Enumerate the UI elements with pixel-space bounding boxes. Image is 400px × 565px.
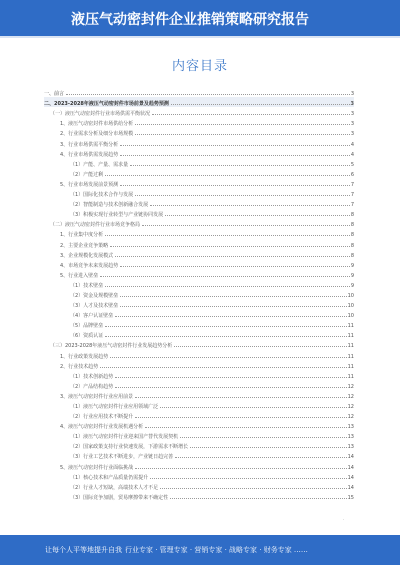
toc-entry[interactable] [44, 440, 354, 450]
toc-entry-title: 3、企业规模化发展模式 [60, 252, 114, 259]
toc-entry-title: （2）智能制造与技术创新融合发展 [70, 202, 149, 209]
toc-entry[interactable] [44, 430, 354, 440]
toc-leader-dots [66, 94, 350, 95]
toc-entry[interactable] [44, 178, 354, 188]
toc-leader-dots [150, 478, 346, 479]
toc-page-number: 3 [350, 91, 354, 98]
toc-entry[interactable] [44, 218, 354, 228]
toc-entry[interactable] [44, 188, 354, 198]
toc-leader-dots [160, 488, 346, 489]
toc-entry[interactable] [44, 380, 354, 390]
toc-leader-dots [190, 447, 346, 448]
toc-leader-dots [135, 468, 346, 469]
toc-leader-dots [100, 276, 350, 277]
toc-page-number: 13 [347, 444, 354, 451]
toc-page-number: 12 [347, 404, 354, 410]
toc-entry[interactable] [44, 238, 354, 248]
toc-entry[interactable] [44, 339, 354, 349]
toc-entry-title: （4）客户认证壁垒 [70, 313, 114, 320]
toc-page-number: 13 [347, 434, 354, 441]
toc-entry[interactable] [44, 87, 354, 97]
toc-page-number: 15 [347, 494, 354, 501]
toc-entry-title: 2、主要企业竞争策略 [60, 242, 109, 249]
toc-leader-dots [120, 185, 350, 186]
toc-leader-dots [152, 114, 350, 115]
toc-entry-title: 1、行业政策发展趋势 [60, 353, 109, 360]
toc-page-number: 6 [350, 171, 354, 178]
toc-entry-title: 1、液压气动密封件市场供给分析 [60, 121, 134, 128]
toc-page-number: 9 [350, 282, 354, 289]
toc-page-number: 4 [350, 151, 354, 158]
toc-entry[interactable] [44, 309, 354, 319]
toc-page-number: 14 [347, 454, 354, 461]
toc-entry-title: 4、市场竞争未来发展趋势 [60, 262, 119, 269]
toc-entry-title: （1）技术壁垒 [70, 282, 104, 289]
toc-entry-title: （1）液压气动密封件行业迎来国产替代发展契机 [70, 434, 179, 441]
toc-entry-title: （1）技术创新趋势 [70, 373, 114, 380]
toc-entry-title: 2、行业技术趋势 [60, 363, 99, 370]
toc-entry[interactable] [44, 491, 354, 501]
toc-page-number: 14 [347, 484, 354, 491]
toc-entry[interactable] [44, 127, 354, 137]
toc-page-number: 11 [347, 363, 354, 370]
toc-entry-title: 3、液压气动密封件行业应用前景 [60, 393, 134, 400]
toc-leader-dots [110, 357, 346, 358]
toc-entry[interactable] [44, 107, 354, 117]
toc-entry-title: （2）国家政策支持行业快速发展，下游需求不断增长 [70, 444, 189, 451]
toc-entry-title: 1、行业集中度分析 [60, 232, 104, 239]
toc-page-number: 7 [350, 192, 354, 199]
toc-entry-title: （三）2023-2028年液压气动密封件行业发展趋势分析 [50, 343, 173, 350]
toc-entry-title: 5、行业进入壁垒 [60, 272, 99, 279]
toc-leader-dots [120, 296, 346, 297]
toc-page-number: 8 [350, 212, 354, 219]
toc-entry-title: 5、行业市场发展前景预测 [60, 181, 119, 188]
toc-leader-dots [142, 225, 350, 226]
toc-entry[interactable] [44, 97, 354, 107]
toc-entry-title: （2）产能过剩 [70, 171, 104, 178]
toc-entry-title: （3）国际竞争加剧，贸易摩擦带来不确定性 [70, 494, 169, 501]
toc-entry-title: （2）资金及规模壁垒 [70, 292, 119, 299]
toc-entry[interactable] [44, 481, 354, 491]
footer-slogan: 让每个人平等地提升自我 [45, 546, 122, 554]
toc-page-number: 10 [347, 303, 354, 310]
toc-page-number: 4 [350, 141, 354, 148]
toc-leader-dots [175, 457, 346, 458]
toc-leader-dots [100, 367, 346, 368]
toc-entry[interactable] [44, 450, 354, 460]
toc-page-number: 8 [350, 252, 354, 259]
toc-page-number: 11 [347, 323, 354, 330]
toc-page-number: 3 [350, 101, 354, 108]
toc-entry-title: 一、前言 [44, 91, 65, 98]
toc-entry[interactable] [44, 198, 354, 208]
toc-entry[interactable] [44, 400, 354, 410]
toc-page-number: 3 [350, 131, 354, 138]
toc-page-number: 11 [347, 343, 354, 350]
toc-entry[interactable] [44, 158, 354, 168]
footer-bar [0, 535, 400, 565]
toc-page-number: 12 [347, 393, 354, 400]
document-title-bar [0, 0, 400, 36]
toc-entry[interactable] [44, 117, 354, 127]
toc-leader-dots [120, 155, 350, 156]
table-of-contents [44, 87, 354, 501]
toc-entry[interactable] [44, 168, 354, 178]
toc-entry[interactable] [44, 259, 354, 269]
toc-entry-title: （一）液压气动密封件行业市场供需平衡状况 [50, 111, 151, 118]
toc-leader-dots [120, 306, 346, 307]
toc-leader-dots [170, 498, 346, 499]
toc-entry-title: （6）资质认证 [70, 333, 104, 340]
toc-entry-title: 5、液压气动密封件行业面临挑战 [60, 464, 134, 471]
toc-entry-title: （2）行业应用技术不断提升 [70, 414, 134, 421]
toc-entry-title: 二、2023-2028年液压气动密封件市场前景及趋势预测 [44, 101, 169, 108]
toc-entry[interactable] [44, 319, 354, 329]
toc-leader-dots [115, 316, 346, 317]
toc-entry-title: 4、液压气动密封件行业发展机遇分析 [60, 424, 144, 431]
toc-leader-dots [150, 205, 350, 206]
toc-page-number: 10 [347, 313, 354, 320]
toc-leader-dots [115, 387, 346, 388]
toc-entry[interactable] [44, 269, 354, 279]
toc-entry[interactable] [44, 420, 354, 430]
toc-page-number: 8 [350, 232, 354, 239]
toc-leader-dots [135, 134, 350, 135]
toc-entry[interactable] [44, 289, 354, 299]
toc-leader-dots [180, 437, 346, 438]
toc-entry-title: （3）行业工艺技术不断进步，产业链日趋完善 [70, 454, 174, 461]
toc-page-number: 8 [350, 222, 354, 229]
toc-entry[interactable] [44, 137, 354, 147]
toc-entry[interactable] [44, 329, 354, 339]
toc-entry-title: （3）人才及技术壁垒 [70, 303, 119, 310]
toc-entry[interactable] [44, 208, 354, 218]
toc-entry[interactable] [44, 349, 354, 359]
toc-page-number: 3 [350, 121, 354, 128]
toc-heading: 内容目录 [171, 59, 228, 74]
toc-page-number: 9 [350, 262, 354, 269]
toc-leader-dots [105, 175, 350, 176]
toc-page-number: 7 [350, 181, 354, 188]
toc-page-number: 10 [347, 292, 354, 299]
toc-entry[interactable] [44, 460, 354, 470]
toc-page-number: 12 [347, 383, 354, 390]
toc-entry-title: （二）液压气动密封件行业市场竞争格局 [50, 222, 141, 229]
toc-leader-dots [115, 377, 346, 378]
toc-leader-dots [145, 427, 346, 428]
toc-page-number: 5 [350, 161, 354, 168]
toc-leader-dots [135, 397, 346, 398]
toc-entry-title: （1）国际化技术合作与发展 [70, 192, 134, 199]
toc-entry-title: （1）核心技术和产品质量仍需提升 [70, 474, 149, 481]
footer-expert-list: 行业专家 · 管理专家 · 营销专家 · 战略专家 · 财务专家 …… [125, 546, 308, 554]
toc-leader-dots [105, 326, 346, 327]
title-divider [0, 36, 400, 38]
toc-entry-title: 2、行业需求分析及细分市场规模 [60, 131, 134, 138]
toc-page-number: 8 [350, 242, 354, 249]
toc-entry-title: （1）产能、产量、需求量 [70, 161, 129, 168]
toc-page-number: 11 [347, 353, 354, 360]
toc-page-number: 3 [350, 111, 354, 118]
toc-entry[interactable] [44, 279, 354, 289]
toc-entry-title: （5）品牌壁垒 [70, 323, 104, 330]
toc-entry-title: （2）产品结构趋势 [70, 383, 114, 390]
toc-entry-title: （3）积极实现行业转型与产业链协同发展 [70, 212, 164, 219]
toc-leader-dots [160, 407, 346, 408]
toc-page-number: 12 [347, 414, 354, 421]
document-title: 液压气动密封件企业推销策略研究报告 [71, 12, 309, 28]
toc-leader-dots [105, 336, 346, 337]
toc-leader-dots [135, 124, 350, 125]
toc-entry-title: 4、行业市场供需发展趋势 [60, 151, 119, 158]
toc-leader-dots [135, 195, 350, 196]
toc-entry[interactable] [44, 471, 354, 481]
toc-leader-dots [105, 286, 350, 287]
toc-leader-dots [165, 215, 350, 216]
toc-entry[interactable] [44, 299, 354, 309]
toc-entry[interactable] [44, 360, 354, 370]
toc-entry-title: （2）行业人才短缺，高端技术人才不足 [70, 484, 159, 491]
toc-page-number: 7 [350, 202, 354, 209]
toc-leader-dots [130, 165, 350, 166]
toc-entry-title: 3、行业市场供需平衡分析 [60, 141, 119, 148]
toc-entry[interactable] [44, 228, 354, 238]
toc-entry[interactable] [44, 370, 354, 380]
toc-page-number: 14 [347, 474, 354, 481]
page-marker: · [343, 517, 345, 522]
toc-leader-dots [120, 266, 350, 267]
toc-entry[interactable] [44, 390, 354, 400]
toc-leader-dots [110, 246, 350, 247]
toc-entry-title: （1）液压气动密封件行业应用领域广泛 [70, 404, 159, 410]
toc-leader-dots [120, 145, 350, 146]
toc-page-number: 11 [347, 373, 354, 380]
toc-entry[interactable] [44, 249, 354, 259]
toc-leader-dots [115, 256, 350, 257]
toc-leader-dots [174, 346, 346, 347]
toc-leader-dots [135, 417, 346, 418]
toc-page-number: 13 [347, 424, 354, 431]
toc-page-number: 11 [347, 333, 354, 340]
toc-entry[interactable] [44, 410, 354, 420]
toc-page-number: 14 [347, 464, 354, 471]
toc-entry[interactable] [44, 148, 354, 158]
toc-page-number: 9 [350, 272, 354, 279]
toc-leader-dots [105, 235, 350, 236]
toc-leader-dots [171, 104, 350, 105]
